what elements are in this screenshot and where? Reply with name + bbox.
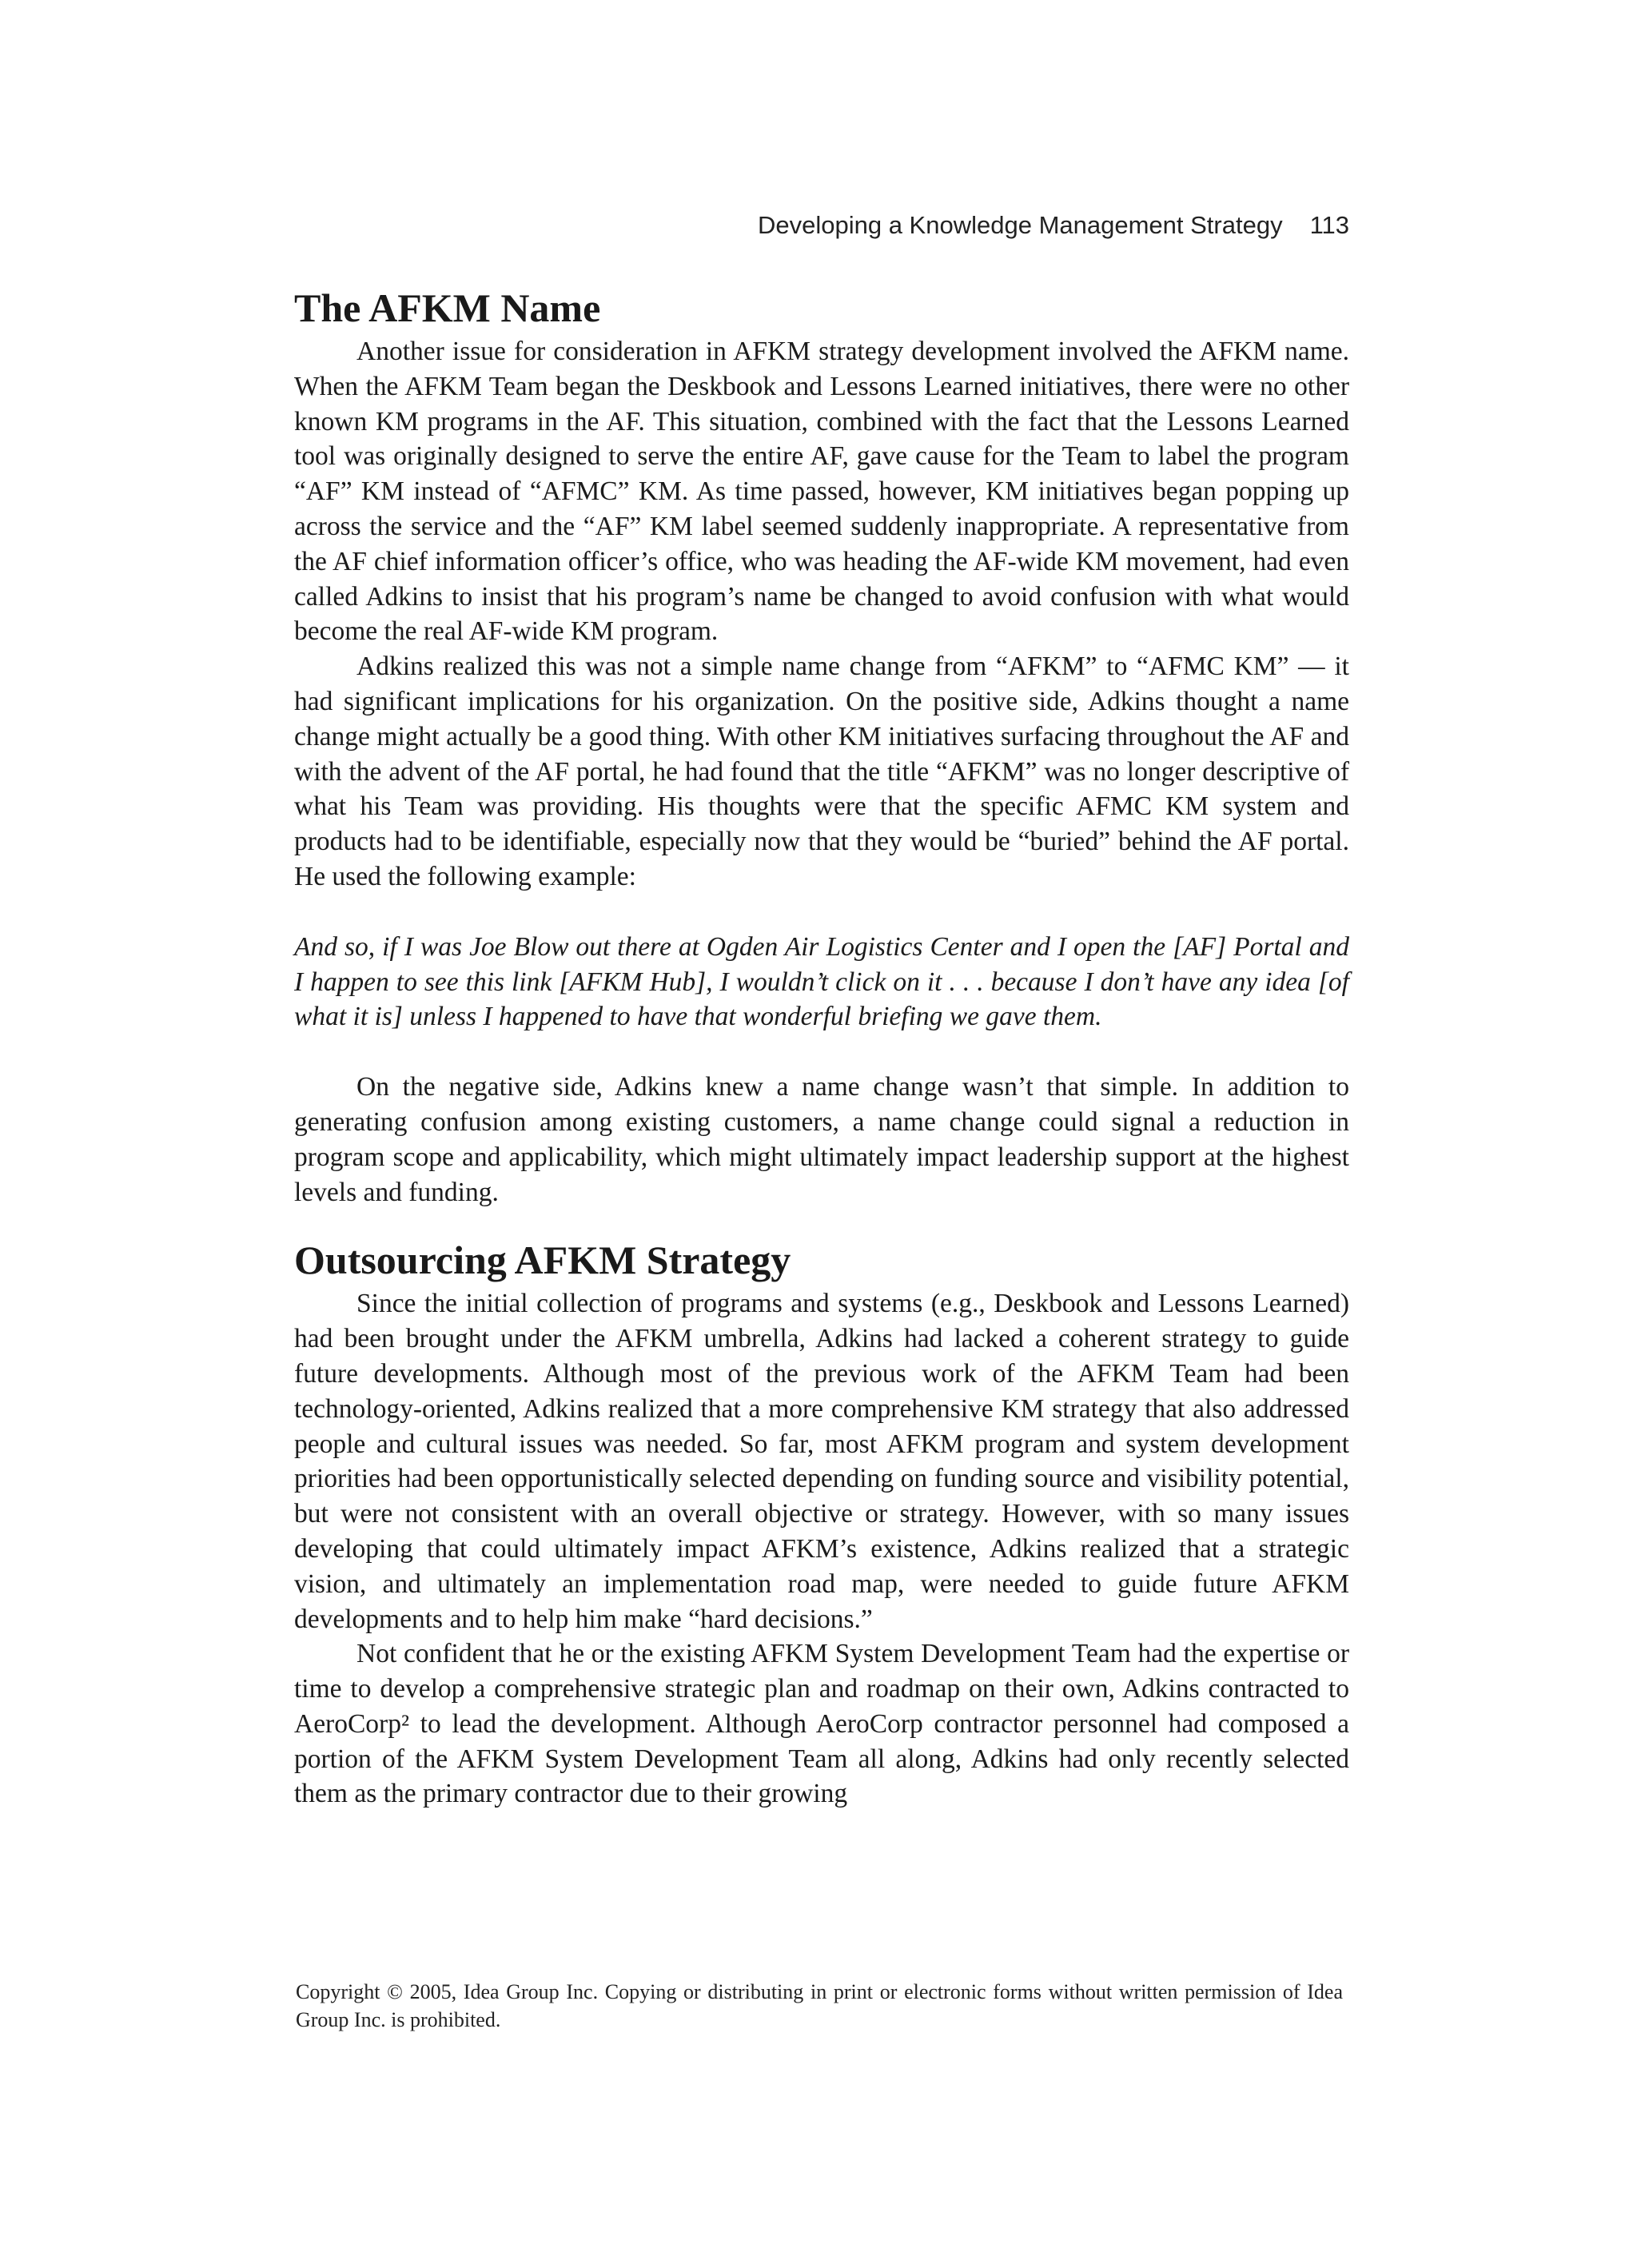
- section-heading-outsourcing: Outsourcing AFKM Strategy: [294, 1238, 791, 1283]
- running-title: Developing a Knowledge Management Strategy: [757, 211, 1283, 239]
- page-number: 113: [1309, 211, 1349, 239]
- body-paragraph: Adkins realized this was not a simple name change from “AFKM” to “AFMC KM” — it had significant implications for his organization. On the positive side, Adkins thought a name change might actually be a good thing. With other KM initiatives surfacing throughout the AF and with the advent of the AF portal, he had found that the title “AFKM” was no longer descriptive of what his Team was providing. His thoughts were that the specific AFMC KM system and products had to be identifiable, especially now that they would be “buried” behind the AF portal. He used the following example:: [294, 652, 1349, 891]
- body-paragraph: Since the initial collection of programs and systems (e.g., Deskbook and Lessons Learned) had been brought under the AFKM umbrella, Adkins had lacked a coherent strategy to guide future developments. Although most of the previous work of the AFKM Team had been technology-oriented, Adkins realized that a more comprehensive KM strategy that also addressed people and cultural issues was needed. So far, most AFKM program and system development priorities had been opportunistically selected depending on funding source and visibility potential, but were not consistent with an overall objective or strategy. However, with so many issues developing that could ultimately impact AFKM’s existence, Adkins realized that a strategic vision, and ultimately an implementation road map, were needed to guide future AFKM developments and to help him make “hard decisions.”: [294, 1289, 1349, 1634]
- block-quote: And so, if I was Joe Blow out there at Ogden Air Logistics Center and I open the [AF] Portal and I happen to see this link [AFKM Hub], I wouldn’t click on it . . . because I don’t have any idea [of what it is] unless I happened to have that wonderful briefing we gave them.: [294, 931, 1349, 1032]
- running-header: [294, 209, 1349, 241]
- body-paragraph: Not confident that he or the existing AFKM System Development Team had the expertise or time to develop a comprehensive strategic plan and roadmap on their own, Adkins contracted to AeroCorp² to lead the development. Although AeroCorp contractor personnel had composed a portion of the AFKM System Development Team all along, Adkins had only recently selected them as the primary contractor due to their growing: [294, 1639, 1349, 1809]
- section-heading-afkm-name: The AFKM Name: [294, 285, 601, 330]
- copyright-notice: Copyright © 2005, Idea Group Inc. Copying or distributing in print or electronic forms without written permission of Idea Group Inc. is prohibited.: [296, 1980, 1343, 2031]
- page-body: [294, 285, 1349, 1812]
- body-paragraph: On the negative side, Adkins knew a name change wasn’t that simple. In addition to generating confusion among existing customers, a name change could signal a reduction in program scope and applicability, which might ultimately impact leadership support at the highest levels and funding.: [294, 1072, 1349, 1207]
- body-paragraph: Another issue for consideration in AFKM strategy development involved the AFKM name. When the AFKM Team began the Deskbook and Lessons Learned initiatives, there were no other known KM programs in the AF. This situation, combined with the fact that the Lessons Learned tool was originally designed to serve the entire AF, gave cause for the Team to label the program “AF” KM instead of “AFMC” KM. As time passed, however, KM initiatives began popping up across the service and the “AF” KM label seemed suddenly inappropriate. A representative from the AF chief information officer’s office, who was heading the AF-wide KM movement, had even called Adkins to insist that his program’s name be changed to avoid confusion with what would become the real AF-wide KM program.: [294, 337, 1349, 647]
